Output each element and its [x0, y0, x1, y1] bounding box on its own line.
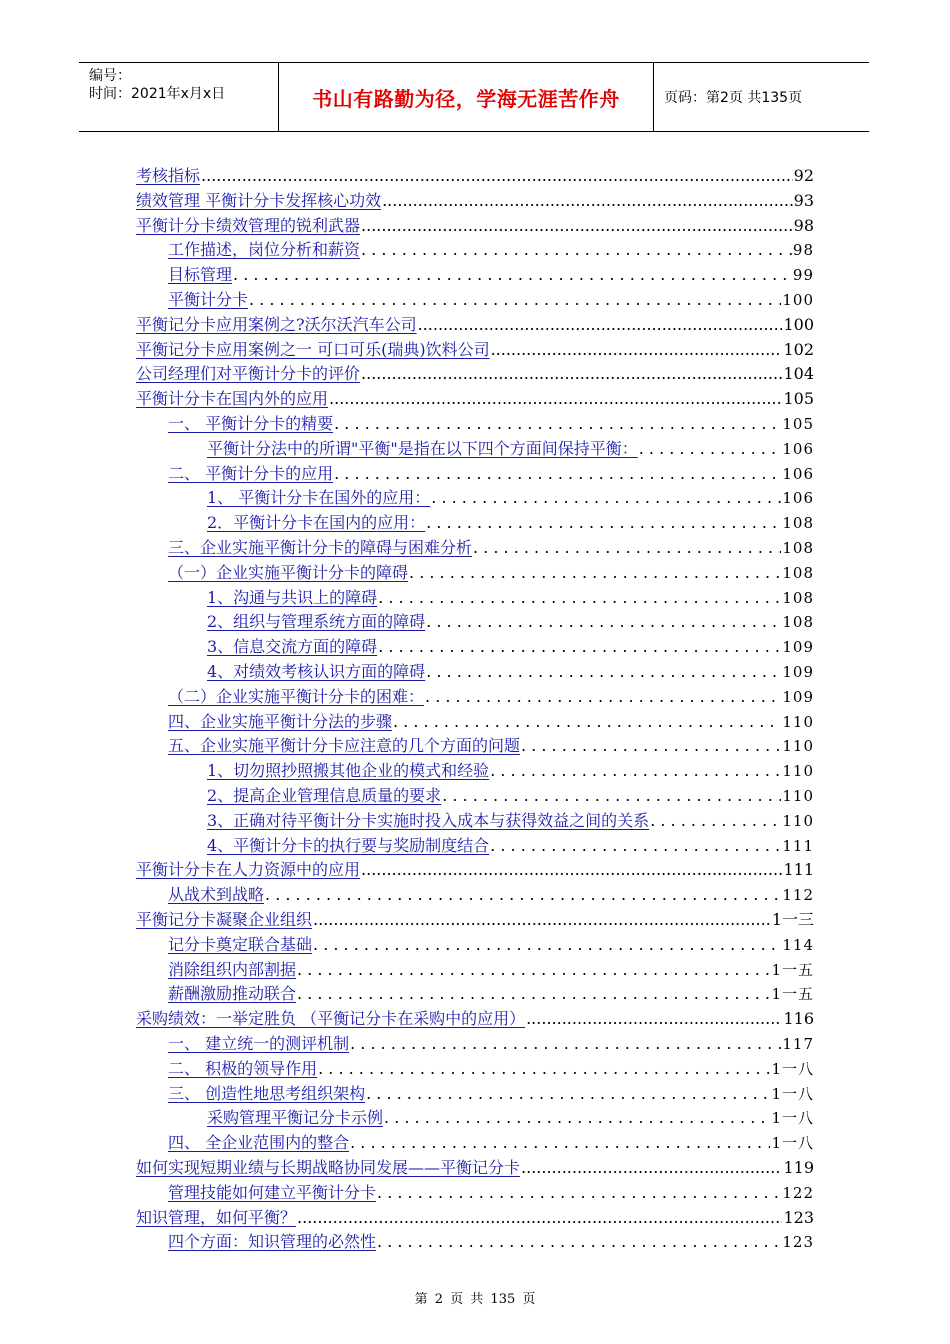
toc-entry-title[interactable]: 平衡计分法中的所谓"平衡"是指在以下四个方面间保持平衡： [207, 438, 638, 458]
toc-leader-dots [350, 1032, 781, 1056]
toc-entry[interactable] [168, 1032, 814, 1056]
toc-leader-dots [297, 982, 770, 1006]
toc-leader-dots [361, 858, 782, 882]
toc-entry-page: 98 [792, 241, 814, 260]
toc-entry-title[interactable]: 二、 平衡计分卡的应用 [168, 463, 334, 483]
toc-entry[interactable] [168, 685, 814, 709]
toc-entry[interactable] [136, 1206, 814, 1230]
toc-entry-page: 110 [782, 762, 814, 781]
toc-entry-page: 92 [793, 166, 814, 185]
toc-entry-title[interactable]: 一、 建立统一的测评机制 [168, 1034, 350, 1053]
toc-leader-dots [329, 387, 782, 411]
toc-leader-dots [491, 338, 783, 362]
page-header [79, 62, 869, 132]
toc-entry[interactable] [136, 1156, 814, 1180]
toc-entry[interactable] [168, 263, 814, 287]
toc-leader-dots [425, 685, 781, 709]
toc-entry[interactable] [207, 586, 814, 610]
toc-leader-dots [639, 437, 782, 461]
toc-entry-title[interactable]: 三、 创造性地思考组织架构 [168, 1083, 366, 1103]
toc-entry-page: 110 [782, 712, 814, 731]
toc-entry[interactable] [207, 437, 814, 461]
toc-entry[interactable] [168, 982, 814, 1006]
toc-entry-page: 109 [782, 663, 814, 681]
toc-entry-title[interactable]: 绩效管理 平衡计分卡发挥核心功效 [136, 190, 382, 210]
toc-leader-dots [334, 412, 781, 436]
toc-entry-title[interactable]: （一）企业实施平衡计分卡的障碍 [168, 562, 409, 582]
toc-entry-page: 117 [782, 1035, 814, 1053]
toc-entry[interactable] [207, 610, 814, 634]
toc-entry[interactable] [207, 511, 814, 535]
toc-entry-title[interactable]: 消除组织内部割据 [168, 959, 297, 979]
toc-entry[interactable] [207, 784, 814, 808]
header-meta [79, 63, 279, 131]
toc-entry-page: 108 [782, 613, 814, 632]
toc-entry-page: 109 [782, 687, 814, 706]
toc-entry-page: 1一三 [771, 910, 814, 929]
toc-leader-dots [473, 536, 781, 560]
toc-entry[interactable] [207, 635, 814, 659]
toc-entry-page: 108 [782, 563, 814, 582]
toc-leader-dots [431, 486, 781, 510]
toc-entry[interactable] [168, 933, 814, 957]
toc-entry-page: 102 [783, 339, 814, 359]
toc-leader-dots [426, 511, 781, 535]
toc-entry[interactable] [168, 1057, 814, 1081]
toc-entry-page: 123 [783, 1207, 814, 1227]
number-label: 编号： [89, 68, 131, 84]
toc-entry-page: 98 [793, 215, 814, 235]
toc-entry-page: 105 [782, 415, 814, 433]
toc-leader-dots [361, 214, 793, 238]
toc-leader-dots [378, 586, 781, 610]
toc-entry[interactable] [136, 908, 814, 932]
toc-entry[interactable] [136, 338, 814, 362]
toc-entry[interactable] [168, 1230, 814, 1254]
toc-entry-title[interactable]: 如何实现短期业绩与长期战略协同发展——平衡记分卡 [136, 1158, 521, 1177]
toc-entry-page: 1一八 [771, 1134, 814, 1153]
toc-entry[interactable] [168, 1131, 814, 1155]
toc-entry-title[interactable]: （二）企业实施平衡计分卡的困难： [168, 686, 425, 706]
toc-entry-page: 116 [783, 1009, 814, 1029]
toc-entry-title[interactable]: 平衡计分卡在人力资源中的应用 [136, 860, 361, 880]
toc-entry-page: 112 [782, 886, 814, 905]
toc-entry-page: 100 [783, 314, 814, 334]
toc-entry-title[interactable]: 一、 平衡计分卡的精要 [168, 414, 334, 433]
toc-entry-title[interactable]: 从战术到战略 [168, 885, 265, 905]
toc-entry-page: 106 [782, 439, 814, 458]
toc-entry[interactable] [168, 734, 814, 758]
toc-entry[interactable] [136, 214, 814, 238]
toc-entry-page: 93 [793, 190, 814, 210]
toc-entry-title[interactable]: 1、 平衡计分卡在国外的应用： [207, 488, 431, 508]
toc-entry-title[interactable]: 四、 全企业范围内的整合 [168, 1133, 350, 1153]
toc-leader-dots [382, 189, 793, 213]
toc-entry[interactable] [168, 710, 814, 734]
toc-leader-dots [442, 784, 781, 808]
header-motto: 书山有路勤为径，学海无涯苦作舟 [279, 63, 654, 131]
toc-leader-dots [318, 1057, 770, 1081]
toc-leader-dots [249, 288, 781, 312]
toc-leader-dots [377, 1230, 781, 1254]
toc-entry-title[interactable]: 2、提高企业管理信息质量的要求 [207, 786, 442, 805]
toc-entry-page: 110 [782, 787, 814, 805]
toc-entry-title[interactable]: 4、对绩效考核认识方面的障碍 [207, 662, 426, 681]
toc-entry-title[interactable]: 知识管理，如何平衡？ [136, 1207, 297, 1227]
toc-leader-dots [650, 809, 781, 833]
toc-entry-page: 108 [782, 539, 814, 557]
toc-leader-dots [526, 1007, 782, 1031]
toc-entry[interactable] [207, 834, 814, 858]
toc-entry[interactable] [168, 288, 814, 312]
toc-entry-title[interactable]: 管理技能如何建立平衡计分卡 [168, 1182, 377, 1202]
toc-entry[interactable] [207, 660, 814, 684]
toc-leader-dots [418, 313, 783, 337]
toc-entry-title[interactable]: 记分卡奠定联合基础 [168, 934, 313, 954]
toc-entry-title[interactable]: 3、信息交流方面的障碍 [207, 637, 378, 657]
toc-entry-title[interactable]: 平衡记分卡凝聚企业组织 [136, 910, 313, 929]
toc-entry-title[interactable]: 考核指标 [136, 166, 201, 185]
toc-entry-page: 1一八 [771, 1059, 814, 1078]
toc-entry-page: 106 [782, 464, 814, 483]
toc-entry-page: 109 [782, 638, 814, 657]
toc-entry-title[interactable]: 3、正确对待平衡计分卡实施时投入成本与获得效益之间的关系 [207, 810, 650, 830]
toc-entry-title[interactable]: 2、组织与管理系统方面的障碍 [207, 612, 426, 632]
toc-entry-title[interactable]: 平衡计分卡在国内外的应用 [136, 389, 329, 409]
toc-entry-title[interactable]: 四个方面：知识管理的必然性 [168, 1232, 377, 1252]
toc-entry-page: 111 [783, 860, 814, 880]
toc-leader-dots [350, 1131, 770, 1155]
toc-leader-dots [426, 660, 781, 684]
toc-entry-title[interactable]: 三、企业实施平衡计分卡的障碍与困难分析 [168, 538, 473, 557]
toc-entry-page: 104 [783, 364, 814, 384]
toc-entry-title[interactable]: 4、平衡计分卡的执行要与奖励制度结合 [207, 835, 490, 855]
toc-entry[interactable] [207, 486, 814, 510]
toc-entry-title[interactable]: 平衡计分卡 [168, 290, 249, 309]
toc-entry-title[interactable]: 公司经理们对平衡计分卡的评价 [136, 364, 361, 384]
toc-entry[interactable] [168, 412, 814, 436]
toc-entry-page: 119 [783, 1158, 814, 1177]
toc-leader-dots [521, 734, 781, 758]
toc-entry-title[interactable]: 平衡记分卡应用案例之?沃尔沃汽车公司 [136, 314, 417, 334]
toc-leader-dots [384, 1106, 770, 1130]
toc-leader-dots [233, 263, 792, 287]
toc-entry-page: 105 [783, 389, 814, 409]
toc-entry-page: 122 [782, 1183, 814, 1202]
toc-entry-page: 1一八 [771, 1109, 814, 1128]
toc-entry-title[interactable]: 1、切勿照抄照搬其他企业的模式和经验 [207, 761, 490, 781]
toc-entry[interactable] [168, 462, 814, 486]
toc-leader-dots [377, 1181, 781, 1205]
toc-entry[interactable] [207, 1106, 814, 1130]
time-label: 时间：2021年x月x日 [89, 86, 226, 102]
toc-entry-page: 111 [782, 836, 814, 855]
toc-entry-title[interactable]: 平衡记分卡应用案例之一 可口可乐(瑞典)饮料公司 [136, 339, 490, 359]
toc-entry-page: 110 [782, 811, 814, 830]
toc-leader-dots [361, 362, 782, 386]
toc-entry-title[interactable]: 四、企业实施平衡计分法的步骤 [168, 711, 393, 731]
toc-entry[interactable] [136, 362, 814, 386]
toc-entry[interactable] [136, 858, 814, 882]
toc-entry-title[interactable]: 薪酬激励推动联合 [168, 984, 297, 1004]
toc-entry[interactable] [168, 1181, 814, 1205]
toc-entry[interactable] [168, 958, 814, 982]
toc-leader-dots [490, 759, 781, 783]
toc-entry-title[interactable]: 采购绩效：一举定胜负 （平衡记分卡在采购中的应用） [136, 1009, 526, 1029]
toc-leader-dots [426, 610, 781, 634]
toc-leader-dots [297, 958, 770, 982]
toc-entry-page: 108 [782, 514, 814, 533]
toc-leader-dots [521, 1156, 782, 1180]
toc-entry[interactable] [168, 883, 814, 907]
toc-leader-dots [366, 1082, 770, 1106]
page-footer: 第 2 页 共 135 页 [414, 1292, 536, 1307]
toc-entry-title[interactable]: 五、企业实施平衡计分卡应注意的几个方面的问题 [168, 736, 521, 756]
toc-entry[interactable] [136, 164, 814, 188]
toc-leader-dots [393, 710, 781, 734]
toc-entry-page: 100 [782, 291, 814, 309]
toc-entry-title[interactable]: 1、沟通与共识上的障碍 [207, 587, 378, 607]
toc-entry-title[interactable]: 平衡计分卡绩效管理的锐利武器 [136, 215, 361, 235]
toc-entry[interactable] [136, 1007, 814, 1031]
toc-entry-page: 1一八 [771, 1084, 814, 1103]
toc-leader-dots [409, 561, 781, 585]
toc-entry[interactable] [207, 809, 814, 833]
toc-entry-title[interactable]: 二、 积极的领导作用 [168, 1058, 318, 1078]
toc-entry-page: 1一五 [771, 960, 814, 979]
toc-entry-page: 123 [782, 1233, 814, 1252]
toc-entry-page: 108 [782, 588, 814, 607]
toc-entry-title[interactable]: 采购管理平衡记分卡示例 [207, 1108, 384, 1128]
toc-entry-page: 1一五 [771, 985, 814, 1004]
toc-leader-dots [361, 238, 792, 262]
toc-leader-dots [313, 933, 781, 957]
toc-entry-page: 110 [782, 737, 814, 756]
toc-entry-title[interactable]: 2．平衡计分卡在国内的应用： [207, 513, 426, 533]
toc-leader-dots [201, 164, 793, 188]
toc-leader-dots [334, 462, 781, 486]
toc-entry[interactable] [168, 238, 814, 262]
toc-leader-dots [378, 635, 781, 659]
toc-entry-title[interactable]: 目标管理 [168, 265, 233, 285]
toc-entry-page: 114 [782, 935, 814, 954]
toc-leader-dots [313, 908, 771, 932]
toc-entry[interactable] [136, 189, 814, 213]
toc-leader-dots [490, 834, 781, 858]
toc-entry-page: 106 [782, 489, 814, 508]
toc-entry-title[interactable]: 工作描述，岗位分析和薪资 [168, 240, 361, 260]
toc-entry[interactable] [168, 561, 814, 585]
toc-entry[interactable] [136, 387, 814, 411]
toc-entry[interactable] [136, 313, 814, 337]
toc-entry[interactable] [207, 759, 814, 783]
header-page-info: 页码：第2页 共135页 [664, 90, 803, 106]
toc-leader-dots [297, 1206, 782, 1230]
toc-entry-page: 99 [792, 266, 814, 285]
toc-entry[interactable] [168, 1082, 814, 1106]
toc-entry[interactable] [168, 536, 814, 560]
toc-leader-dots [265, 883, 781, 907]
